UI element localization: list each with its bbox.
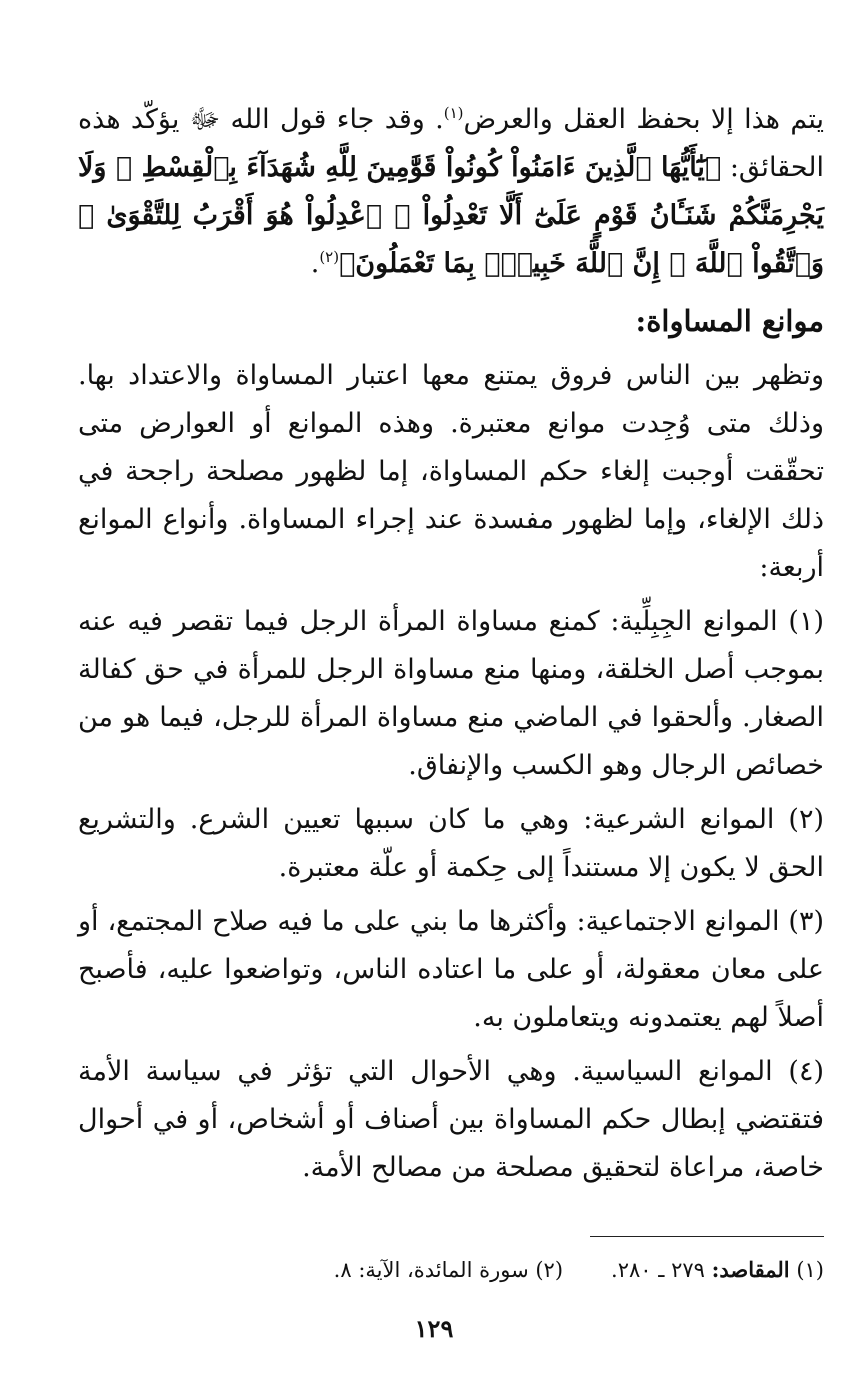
quran-after: .: [310, 248, 320, 279]
page-number: ١٢٩: [414, 1314, 454, 1343]
item-political-obstacles: (٤) الموانع السياسية. وهي الأحوال التي تؤثر في سياسة الأمة فتقتضي إبطال حكم المساواة بين أصناف أو أشخاص، أو في أحوال خاصة، مراعاة لتحقيق مصلحة من مصالح الأمة.: [78, 1056, 824, 1183]
footnote-ref-2: (٢): [319, 248, 340, 266]
footnote-1-number: (١): [796, 1258, 824, 1282]
footnote-2: (٢) سورة المائدة، الآية: ٨.: [333, 1258, 564, 1282]
paragraph-obstacles-intro: وتظهر بين الناس فروق يمتنع معها اعتبار المساواة والاعتداد بها. وذلك متى وُجِدت موانع معتبرة. وهذه الموانع أو العوارض متى تحقّقت أوجبت إلغاء حكم المساواة، إما لظهور مصلحة راجحة في ذلك الإلغاء، وإما لظهور مفسدة عند إجراء المساواة. وأنواع الموانع أربعة:: [78, 360, 824, 583]
footnote-divider: [590, 1236, 824, 1237]
page-body: [78, 96, 824, 1192]
intro-paragraph: [78, 96, 824, 288]
footnote-1: [611, 1254, 824, 1286]
item-legal-obstacles: (٢) الموانع الشرعية: وهي ما كان سببها تعيين الشرع. والتشريع الحق لا يكون إلا مستنداً إلى حِكمة أو علّة معتبرة.: [78, 804, 824, 883]
footnote-ref-1: (١): [443, 104, 464, 122]
footnote-1-text: ٢٧٩ ـ ٢٨٠.: [611, 1258, 705, 1282]
footnote-1-label: المقاصد:: [711, 1257, 790, 1282]
intro-after: . وقد جاء قول الله ﷻ يؤكّد هذه الحقائق:: [78, 104, 824, 183]
item-natural-obstacles: (١) الموانع الجِبِلِّية: كمنع مساواة المرأة الرجل فيما تقصر فيه عنه بموجب أصل الخلقة، ومنها منع مساواة الرجل للمرأة في حق كفالة الصغار. وألحقوا في الماضي منع مساواة المرأة للرجل، فيما هو من خصائص الرجال وهو الكسب والإنفاق.: [78, 606, 824, 781]
intro-text: يتم هذا إلا بحفظ العقل والعرض: [463, 104, 825, 135]
quran-verse: ﴿يَٰٓأَيُّهَا ٱلَّذِينَ ءَامَنُواْ كُونُواْ قَوَّٰمِينَ لِلَّهِ شُهَدَآءَ بِٱلْقِسْطِ ۖ وَلَا يَجْرِمَنَّكُمْ شَنَـَٔانُ قَوْمٍ عَلَىٰٓ أَلَّا تَعْدِلُواْ ۚ ٱعْدِلُواْ هُوَ أَقْرَبُ لِلتَّقْوَىٰ ۖ وَٱتَّقُواْ ٱللَّهَ ۚ إِنَّ ٱللَّهَ خَبِيرٌۢ بِمَا تَعْمَلُونَ﴾: [78, 152, 824, 279]
section-heading: موانع المساواة:: [635, 304, 824, 338]
item-social-obstacles: (٣) الموانع الاجتماعية: وأكثرها ما بني على ما فيه صلاح المجتمع، أو على معان معقولة، أو على ما اعتاده الناس، وتواضعوا عليه، فأصبح أصلاً لهم يعتمدونه ويتعاملون به.: [78, 906, 824, 1033]
footnotes: [78, 1254, 824, 1286]
